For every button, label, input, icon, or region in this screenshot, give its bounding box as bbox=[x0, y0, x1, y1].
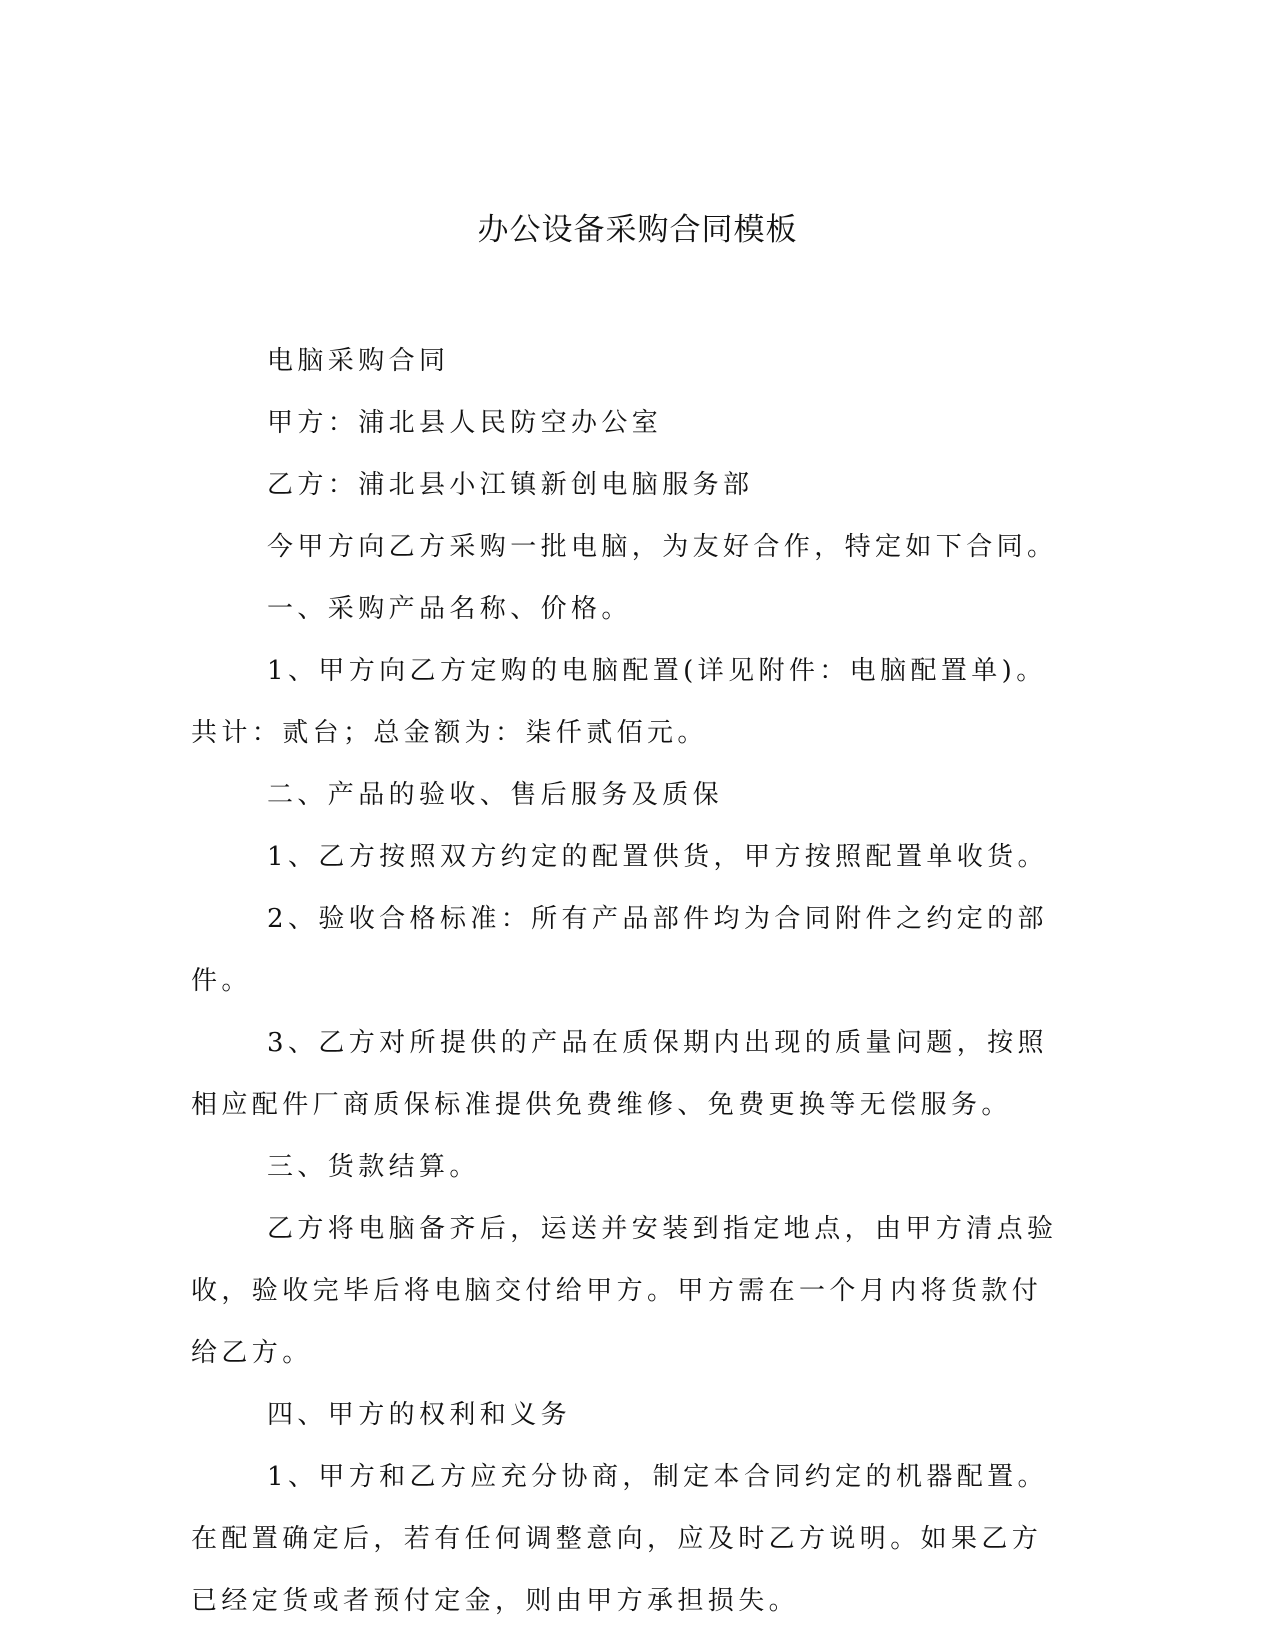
clause-3-1: 乙方将电脑备齐后，运送并安装到指定地点，由甲方清点验收，验收完毕后将电脑交付给甲方。甲方需在一个月内将货款付给乙方。 bbox=[191, 1214, 1058, 1368]
document-title: 办公设备采购合同模板 bbox=[477, 212, 798, 248]
paragraph-party-a: 甲方：浦北县人民防空办公室 bbox=[267, 408, 663, 438]
paragraph-intro: 今甲方向乙方采购一批电脑，为友好合作，特定如下合同。 bbox=[267, 532, 1058, 562]
section-heading-4: 四、甲方的权利和义务 bbox=[267, 1400, 572, 1430]
paragraph-party-b: 乙方：浦北县小江镇新创电脑服务部 bbox=[267, 470, 754, 500]
section-heading-2: 二、产品的验收、售后服务及质保 bbox=[267, 780, 724, 810]
clause-2-3: 3、乙方对所提供的产品在质保期内出现的质量问题，按照相应配件厂商质保标准提供免费维修、免费更换等无偿服务。 bbox=[191, 1028, 1048, 1120]
paragraph-contract-name: 电脑采购合同 bbox=[267, 346, 450, 376]
clause-2-1: 1、乙方按照双方约定的配置供货，甲方按照配置单收货。 bbox=[267, 842, 1048, 872]
clause-1-1: 1、甲方向乙方定购的电脑配置(详见附件：电脑配置单)。共计：贰台；总金额为：柒仟贰佰元。 bbox=[191, 656, 1047, 748]
clause-2-2: 2、验收合格标准：所有产品部件均为合同附件之约定的部件。 bbox=[191, 904, 1048, 996]
section-heading-3: 三、货款结算。 bbox=[267, 1152, 480, 1182]
document-body bbox=[191, 330, 1071, 1632]
clause-4-1: 1、甲方和乙方应充分协商，制定本合同约定的机器配置。在配置确定后，若有任何调整意向，应及时乙方说明。如果乙方已经定货或者预付定金，则由甲方承担损失。 bbox=[191, 1462, 1048, 1616]
section-heading-1: 一、采购产品名称、价格。 bbox=[267, 594, 632, 624]
